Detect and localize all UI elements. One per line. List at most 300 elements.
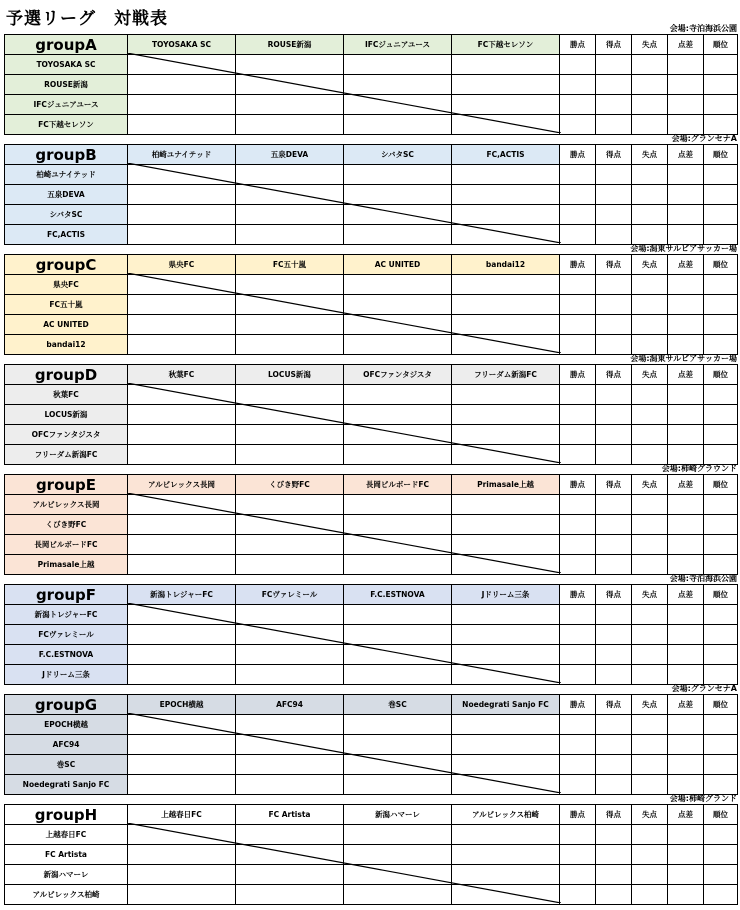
- match-cell: [452, 445, 560, 465]
- stat-cell: [596, 185, 632, 205]
- team-name: AC UNITED: [5, 315, 128, 335]
- stat-header: 得点: [596, 35, 632, 55]
- stat-cell: [560, 865, 596, 885]
- stat-cell: [668, 425, 704, 445]
- match-cell: [128, 335, 236, 355]
- match-cell: [128, 165, 236, 185]
- opponent-header: アルビレックス長岡: [128, 475, 236, 495]
- opponent-header: LOCUS新潟: [236, 365, 344, 385]
- team-name: ROUSE新潟: [5, 75, 128, 95]
- stat-cell: [596, 115, 632, 135]
- stat-header: 順位: [704, 145, 738, 165]
- opponent-header: FC Artista: [236, 805, 344, 825]
- match-cell: [452, 825, 560, 845]
- table-row: [5, 495, 738, 515]
- opponent-header: 新潟ハマーレ: [344, 805, 452, 825]
- match-cell: [452, 165, 560, 185]
- match-cell: [344, 205, 452, 225]
- header-row: [5, 475, 738, 495]
- opponent-header: Primasale上越: [452, 475, 560, 495]
- table-row: [5, 845, 738, 865]
- stat-cell: [704, 825, 738, 845]
- group-name: groupH: [5, 805, 128, 825]
- opponent-header: 上越春日FC: [128, 805, 236, 825]
- stat-cell: [560, 295, 596, 315]
- stat-cell: [596, 445, 632, 465]
- match-cell: [128, 515, 236, 535]
- stat-cell: [596, 295, 632, 315]
- match-cell: [236, 665, 344, 685]
- match-cell: [344, 885, 452, 905]
- match-cell: [452, 425, 560, 445]
- match-cell: [452, 535, 560, 555]
- stat-cell: [668, 315, 704, 335]
- match-cell: [236, 165, 344, 185]
- stat-cell: [704, 665, 738, 685]
- stat-cell: [632, 605, 668, 625]
- stat-cell: [668, 775, 704, 795]
- stat-cell: [704, 335, 738, 355]
- match-cell: [236, 535, 344, 555]
- stat-cell: [668, 555, 704, 575]
- opponent-header: ROUSE新潟: [236, 35, 344, 55]
- table-row: [5, 735, 738, 755]
- header-row: [5, 695, 738, 715]
- match-cell: [236, 115, 344, 135]
- match-cell: [344, 515, 452, 535]
- match-cell: [128, 225, 236, 245]
- stat-cell: [560, 445, 596, 465]
- stat-cell: [668, 185, 704, 205]
- match-cell: [128, 885, 236, 905]
- stat-header: 失点: [632, 805, 668, 825]
- match-cell: [128, 95, 236, 115]
- match-cell: [128, 55, 236, 75]
- stat-cell: [704, 865, 738, 885]
- stat-cell: [704, 315, 738, 335]
- team-name: EPOCH横越: [5, 715, 128, 735]
- venue-label: 会場:潟東サルビアサッカー場: [630, 244, 737, 253]
- stat-cell: [668, 625, 704, 645]
- stat-header: 得点: [596, 695, 632, 715]
- stat-cell: [668, 385, 704, 405]
- table-row: [5, 425, 738, 445]
- stat-cell: [632, 335, 668, 355]
- stat-cell: [560, 845, 596, 865]
- match-cell: [344, 605, 452, 625]
- match-cell: [344, 315, 452, 335]
- stat-header: 順位: [704, 805, 738, 825]
- header-row: [5, 145, 738, 165]
- stat-cell: [596, 405, 632, 425]
- stat-cell: [704, 845, 738, 865]
- team-name: AFC94: [5, 735, 128, 755]
- match-cell: [344, 165, 452, 185]
- match-cell: [452, 555, 560, 575]
- stat-cell: [632, 495, 668, 515]
- group-name: groupA: [5, 35, 128, 55]
- stat-cell: [704, 185, 738, 205]
- stat-cell: [632, 95, 668, 115]
- stat-cell: [704, 515, 738, 535]
- stat-cell: [704, 535, 738, 555]
- table-row: [5, 95, 738, 115]
- opponent-header: F.C.ESTNOVA: [344, 585, 452, 605]
- stat-header: 得点: [596, 145, 632, 165]
- table-row: [5, 385, 738, 405]
- match-cell: [452, 515, 560, 535]
- match-cell: [236, 205, 344, 225]
- stat-header: 失点: [632, 475, 668, 495]
- stat-header: 順位: [704, 35, 738, 55]
- stat-cell: [704, 755, 738, 775]
- group-h-block: [4, 794, 737, 906]
- stat-header: 勝点: [560, 805, 596, 825]
- opponent-header: Jドリーム三条: [452, 585, 560, 605]
- opponent-header: AC UNITED: [344, 255, 452, 275]
- match-cell: [344, 735, 452, 755]
- stat-cell: [632, 865, 668, 885]
- group-table: [4, 144, 738, 245]
- opponent-header: AFC94: [236, 695, 344, 715]
- match-cell: [344, 715, 452, 735]
- match-cell: [236, 865, 344, 885]
- group-e-block: [4, 464, 737, 576]
- stat-cell: [632, 665, 668, 685]
- table-row: [5, 205, 738, 225]
- match-cell: [452, 75, 560, 95]
- team-name: 県央FC: [5, 275, 128, 295]
- match-cell: [128, 715, 236, 735]
- group-f-block: [4, 574, 737, 686]
- match-cell: [128, 665, 236, 685]
- match-cell: [128, 535, 236, 555]
- table-row: [5, 405, 738, 425]
- stat-cell: [560, 535, 596, 555]
- match-cell: [236, 495, 344, 515]
- match-cell: [236, 445, 344, 465]
- stat-cell: [704, 715, 738, 735]
- match-cell: [344, 275, 452, 295]
- team-name: アルビレックス長岡: [5, 495, 128, 515]
- stat-cell: [560, 185, 596, 205]
- match-cell: [236, 625, 344, 645]
- table-row: [5, 755, 738, 775]
- stat-cell: [596, 335, 632, 355]
- table-row: [5, 605, 738, 625]
- stat-cell: [668, 335, 704, 355]
- venue-label: 会場:柿崎グランド: [669, 794, 737, 803]
- match-cell: [236, 55, 344, 75]
- stat-header: 失点: [632, 365, 668, 385]
- team-name: IFCジュニアユース: [5, 95, 128, 115]
- stat-cell: [560, 315, 596, 335]
- stat-cell: [560, 555, 596, 575]
- stat-cell: [632, 645, 668, 665]
- stat-cell: [704, 225, 738, 245]
- stat-cell: [560, 735, 596, 755]
- match-cell: [236, 385, 344, 405]
- stat-cell: [560, 885, 596, 905]
- stat-cell: [596, 275, 632, 295]
- table-row: [5, 555, 738, 575]
- group-name: groupD: [5, 365, 128, 385]
- stat-header: 勝点: [560, 145, 596, 165]
- team-name: フリーダム新潟FC: [5, 445, 128, 465]
- match-cell: [344, 665, 452, 685]
- match-cell: [452, 185, 560, 205]
- match-cell: [452, 115, 560, 135]
- opponent-header: 新潟トレジャーFC: [128, 585, 236, 605]
- match-cell: [452, 865, 560, 885]
- stat-cell: [632, 445, 668, 465]
- opponent-header: 巻SC: [344, 695, 452, 715]
- group-table: [4, 694, 738, 795]
- stat-cell: [632, 625, 668, 645]
- team-name: bandai12: [5, 335, 128, 355]
- opponent-header: EPOCH横越: [128, 695, 236, 715]
- stat-cell: [596, 165, 632, 185]
- stat-header: 失点: [632, 35, 668, 55]
- team-name: 秋葉FC: [5, 385, 128, 405]
- table-row: [5, 165, 738, 185]
- stat-cell: [596, 735, 632, 755]
- team-name: 巻SC: [5, 755, 128, 775]
- team-name: FC五十嵐: [5, 295, 128, 315]
- team-name: くびき野FC: [5, 515, 128, 535]
- stat-cell: [560, 755, 596, 775]
- stat-cell: [632, 385, 668, 405]
- table-row: [5, 825, 738, 845]
- team-name: FCヴァレミール: [5, 625, 128, 645]
- group-name: groupF: [5, 585, 128, 605]
- stat-header: 順位: [704, 365, 738, 385]
- team-name: 上越春日FC: [5, 825, 128, 845]
- page-title: 予選リーグ 対戦表: [6, 9, 168, 29]
- match-cell: [236, 335, 344, 355]
- group-table: [4, 804, 738, 905]
- match-cell: [236, 885, 344, 905]
- stat-cell: [704, 165, 738, 185]
- stat-cell: [704, 405, 738, 425]
- stat-header: 点差: [668, 145, 704, 165]
- match-cell: [452, 275, 560, 295]
- stat-cell: [704, 95, 738, 115]
- match-cell: [344, 425, 452, 445]
- stat-cell: [560, 625, 596, 645]
- stat-header: 順位: [704, 475, 738, 495]
- group-a-block: [4, 24, 737, 136]
- stat-cell: [596, 755, 632, 775]
- opponent-header: FCヴァレミール: [236, 585, 344, 605]
- team-name: LOCUS新潟: [5, 405, 128, 425]
- stat-cell: [704, 295, 738, 315]
- match-cell: [236, 425, 344, 445]
- match-cell: [452, 605, 560, 625]
- team-name: OFCファンタジスタ: [5, 425, 128, 445]
- stat-cell: [668, 165, 704, 185]
- team-name: 新潟ハマーレ: [5, 865, 128, 885]
- match-cell: [452, 385, 560, 405]
- match-cell: [128, 845, 236, 865]
- match-cell: [452, 205, 560, 225]
- opponent-header: OFCファンタジスタ: [344, 365, 452, 385]
- group-d-block: [4, 354, 737, 466]
- match-cell: [236, 225, 344, 245]
- stat-cell: [668, 205, 704, 225]
- match-cell: [236, 405, 344, 425]
- table-row: [5, 335, 738, 355]
- stat-cell: [704, 205, 738, 225]
- opponent-header: IFCジュニアユース: [344, 35, 452, 55]
- stat-cell: [560, 515, 596, 535]
- match-cell: [344, 385, 452, 405]
- match-cell: [344, 865, 452, 885]
- stat-header: 失点: [632, 145, 668, 165]
- match-cell: [128, 625, 236, 645]
- stat-cell: [704, 625, 738, 645]
- stat-cell: [632, 115, 668, 135]
- stat-header: 勝点: [560, 255, 596, 275]
- opponent-header: Noedegrati Sanjo FC: [452, 695, 560, 715]
- stat-cell: [632, 825, 668, 845]
- stat-cell: [668, 55, 704, 75]
- stat-cell: [560, 95, 596, 115]
- stat-cell: [668, 275, 704, 295]
- stat-cell: [668, 605, 704, 625]
- opponent-header: FC,ACTIS: [452, 145, 560, 165]
- group-table: [4, 474, 738, 575]
- table-row: [5, 515, 738, 535]
- stat-cell: [560, 205, 596, 225]
- stat-cell: [560, 55, 596, 75]
- match-cell: [128, 115, 236, 135]
- match-cell: [344, 225, 452, 245]
- stat-cell: [704, 645, 738, 665]
- match-cell: [452, 625, 560, 645]
- stat-header: 得点: [596, 255, 632, 275]
- match-cell: [452, 335, 560, 355]
- stat-cell: [560, 775, 596, 795]
- stat-cell: [596, 515, 632, 535]
- stat-cell: [632, 225, 668, 245]
- venue-label: 会場:グランセナA: [671, 134, 737, 143]
- group-table: [4, 584, 738, 685]
- stat-cell: [632, 205, 668, 225]
- stat-cell: [560, 115, 596, 135]
- table-row: [5, 865, 738, 885]
- stat-cell: [668, 845, 704, 865]
- match-cell: [128, 275, 236, 295]
- stat-cell: [596, 75, 632, 95]
- stat-cell: [632, 295, 668, 315]
- match-cell: [128, 445, 236, 465]
- stat-cell: [668, 755, 704, 775]
- stat-header: 失点: [632, 255, 668, 275]
- match-cell: [344, 555, 452, 575]
- group-c-block: [4, 244, 737, 356]
- match-cell: [344, 645, 452, 665]
- stat-cell: [632, 845, 668, 865]
- stat-cell: [668, 225, 704, 245]
- stat-header: 点差: [668, 365, 704, 385]
- match-cell: [452, 645, 560, 665]
- table-row: [5, 445, 738, 465]
- match-cell: [344, 95, 452, 115]
- stat-cell: [632, 75, 668, 95]
- match-cell: [128, 405, 236, 425]
- table-row: [5, 275, 738, 295]
- team-name: FC,ACTIS: [5, 225, 128, 245]
- match-cell: [128, 605, 236, 625]
- venue-label: 会場:寺泊海浜公園: [669, 574, 737, 583]
- header-row: [5, 255, 738, 275]
- stat-header: 勝点: [560, 475, 596, 495]
- stat-cell: [632, 165, 668, 185]
- stat-cell: [596, 715, 632, 735]
- stat-cell: [560, 225, 596, 245]
- match-cell: [452, 95, 560, 115]
- team-name: TOYOSAKA SC: [5, 55, 128, 75]
- stat-header: 順位: [704, 255, 738, 275]
- stat-cell: [560, 335, 596, 355]
- stat-header: 勝点: [560, 585, 596, 605]
- stat-cell: [632, 275, 668, 295]
- match-cell: [236, 605, 344, 625]
- stat-header: 順位: [704, 585, 738, 605]
- opponent-header: フリーダム新潟FC: [452, 365, 560, 385]
- stat-header: 得点: [596, 365, 632, 385]
- stat-header: 得点: [596, 805, 632, 825]
- stat-cell: [560, 275, 596, 295]
- opponent-header: TOYOSAKA SC: [128, 35, 236, 55]
- team-name: FC Artista: [5, 845, 128, 865]
- stat-cell: [704, 275, 738, 295]
- table-row: [5, 295, 738, 315]
- stat-cell: [560, 165, 596, 185]
- stat-cell: [668, 95, 704, 115]
- opponent-header: くびき野FC: [236, 475, 344, 495]
- match-cell: [452, 225, 560, 245]
- stat-cell: [560, 425, 596, 445]
- match-cell: [452, 55, 560, 75]
- match-cell: [128, 825, 236, 845]
- stat-cell: [668, 445, 704, 465]
- header-row: [5, 805, 738, 825]
- stat-cell: [596, 385, 632, 405]
- stat-cell: [596, 645, 632, 665]
- match-cell: [344, 535, 452, 555]
- match-cell: [128, 385, 236, 405]
- table-row: [5, 665, 738, 685]
- header-row: [5, 35, 738, 55]
- match-cell: [128, 495, 236, 515]
- opponent-header: 秋葉FC: [128, 365, 236, 385]
- match-cell: [236, 735, 344, 755]
- stat-cell: [596, 865, 632, 885]
- stat-cell: [596, 315, 632, 335]
- table-row: [5, 225, 738, 245]
- stat-cell: [704, 605, 738, 625]
- stat-header: 勝点: [560, 365, 596, 385]
- match-cell: [236, 185, 344, 205]
- match-cell: [344, 55, 452, 75]
- stat-cell: [668, 495, 704, 515]
- match-cell: [344, 115, 452, 135]
- header-row: [5, 585, 738, 605]
- team-name: F.C.ESTNOVA: [5, 645, 128, 665]
- team-name: FC下越セレソン: [5, 115, 128, 135]
